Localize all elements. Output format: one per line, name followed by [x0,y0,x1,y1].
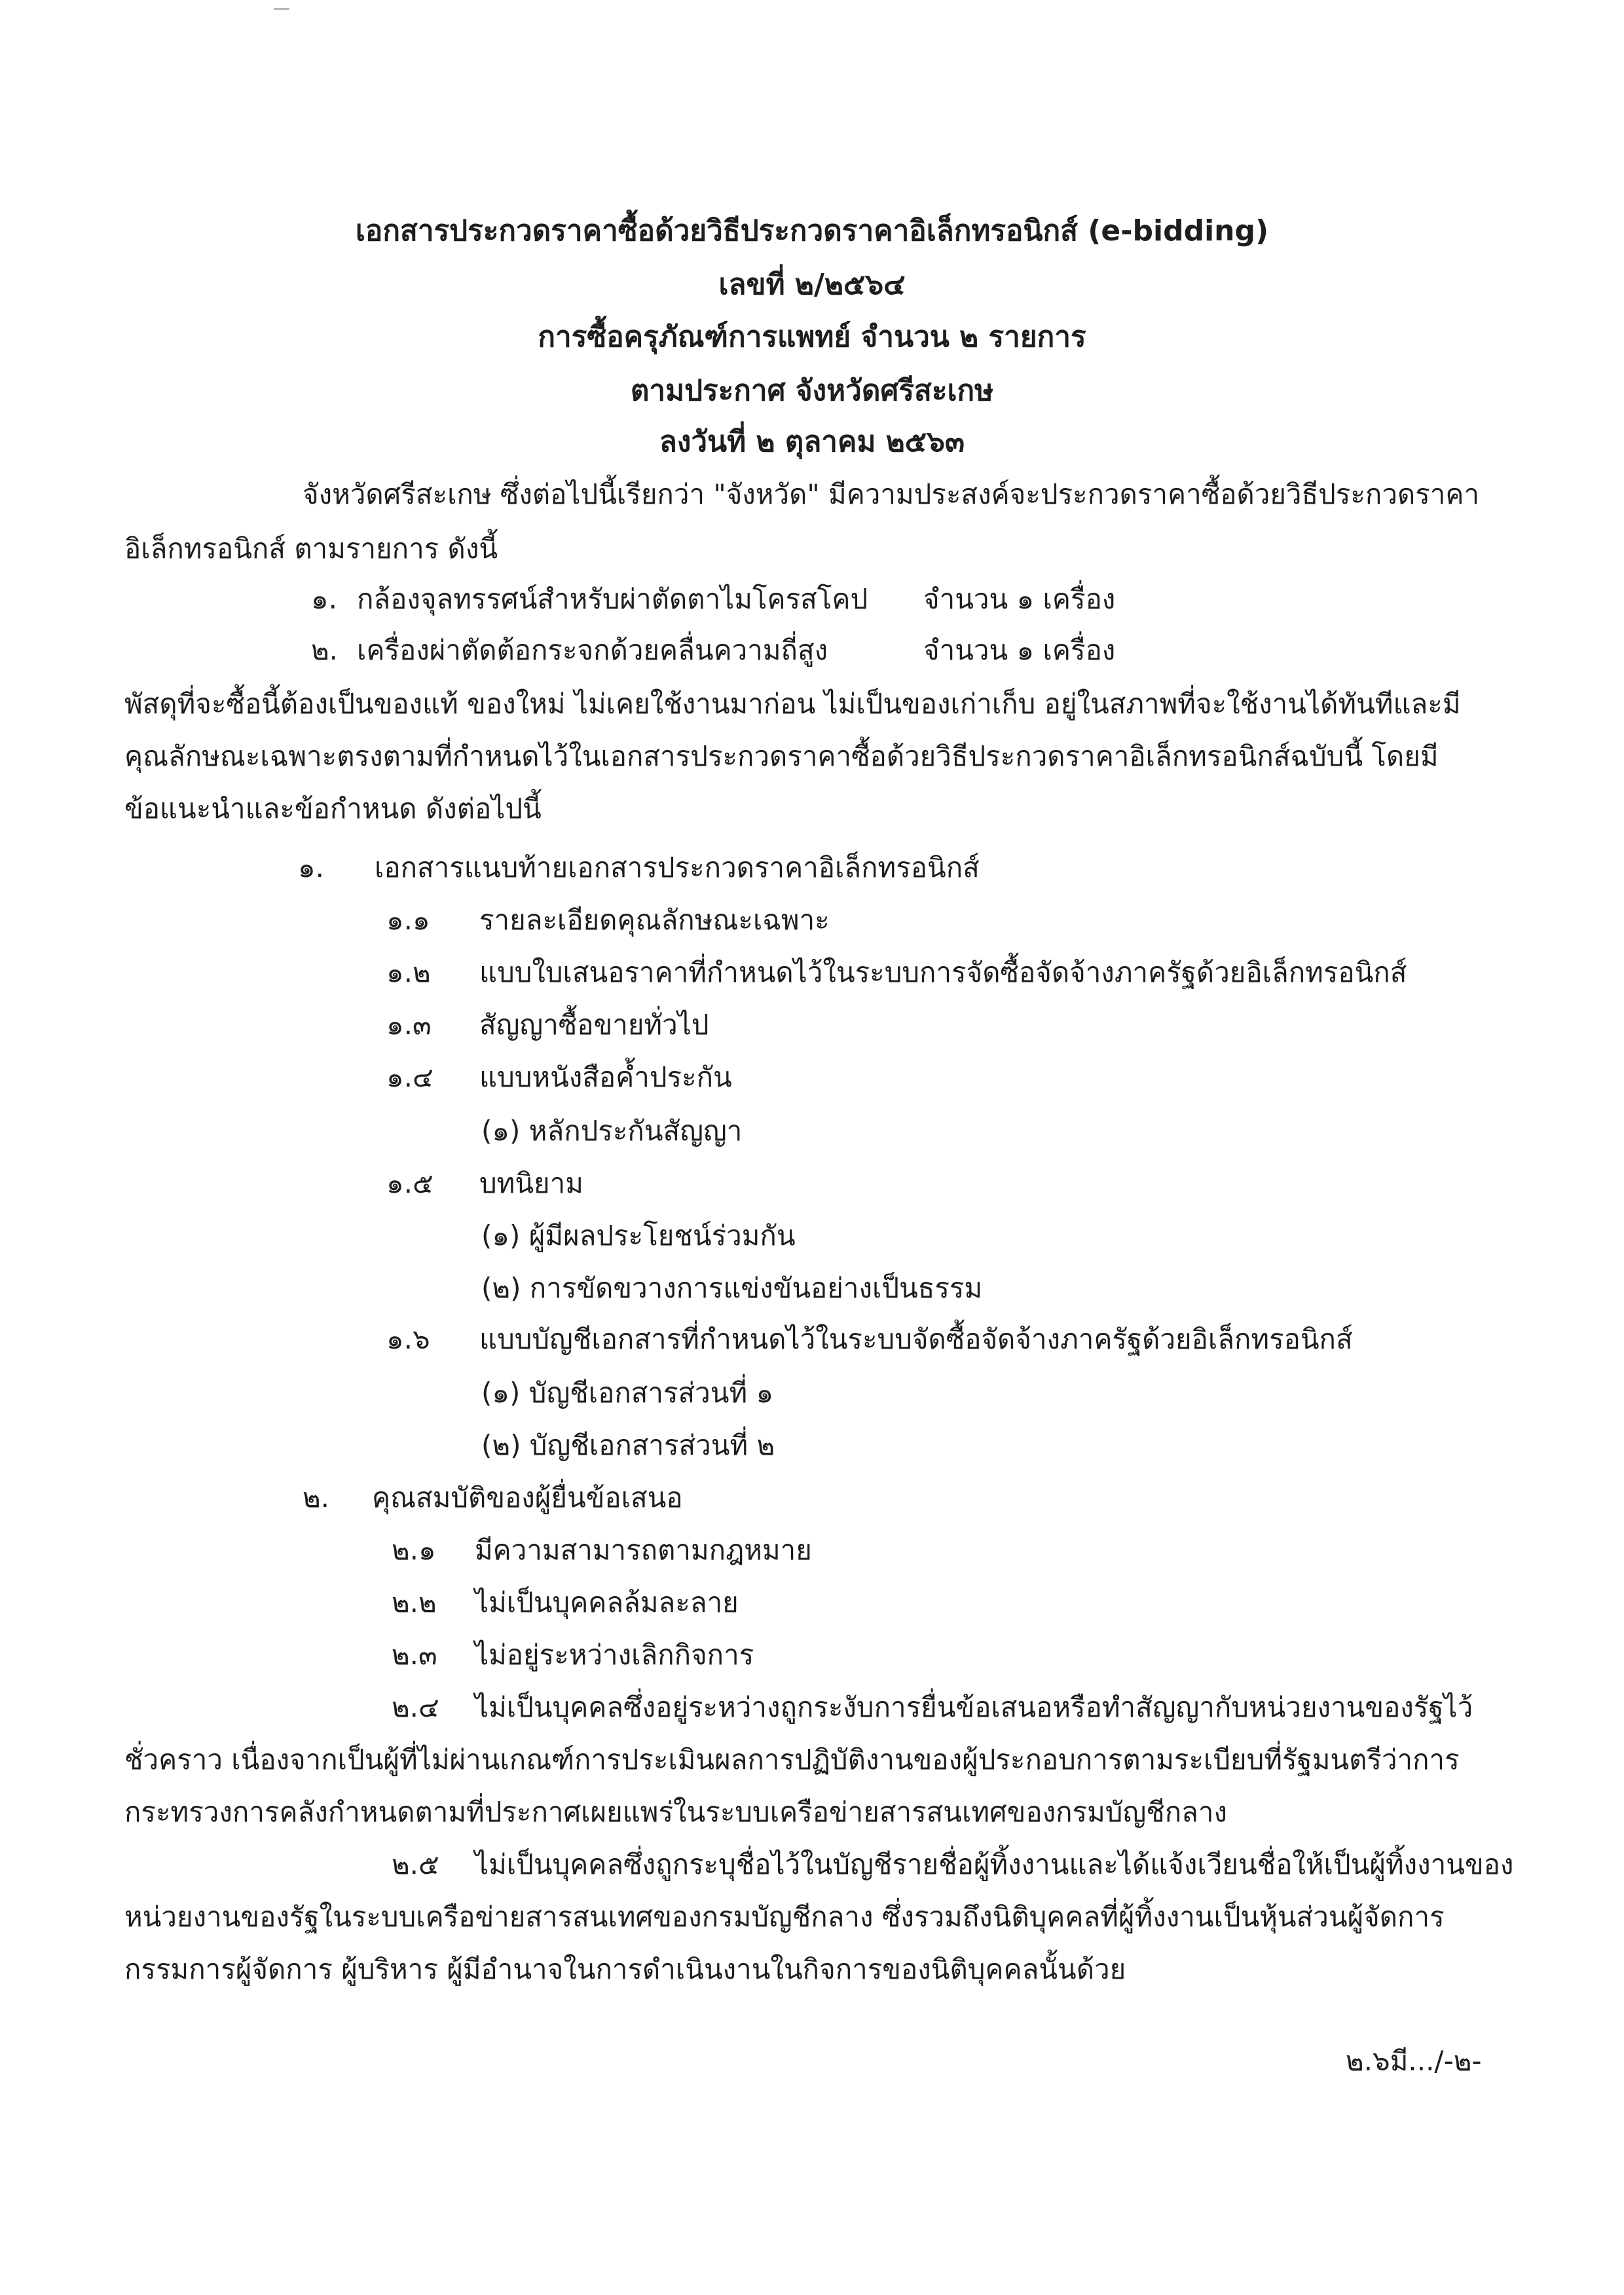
clause-2-4-number: ๒.๔ [392,1691,439,1723]
document-title: เอกสารประกวดราคาซื้อด้วยวิธีประกวดราคาอิเล็กทรอนิกส์ (e-bidding) [355,214,1269,248]
goods-paragraph-line-3: ข้อแนะนำและข้อกำหนด ดังต่อไปนี้ [124,793,542,825]
clause-1-5-number: ๑.๕ [386,1167,434,1199]
clause-2-2-number: ๒.๒ [392,1586,437,1618]
announcement-date: ลงวันที่ ๒ ตุลาคม ๒๕๖๓ [659,425,965,458]
item-1-name: กล้องจุลทรรศน์สำหรับผ่าตัดตาไมโครสโคป [357,583,868,615]
clause-1-6-text: แบบบัญชีเอกสารที่กำหนดไว้ในระบบจัดซื้อจัดจ้างภาครัฐด้วยอิเล็กทรอนิกส์ [479,1323,1353,1355]
clause-1-3-text: สัญญาซื้อขายทั่วไป [479,1009,709,1041]
clause-2-1-number: ๒.๑ [392,1534,436,1566]
section-1-number: ๑. [298,851,325,884]
item-2-quantity: จำนวน ๑ เครื่อง [923,634,1116,666]
scan-artifact [274,8,289,10]
page-continuation-marker: ๒.๖มี.../-๒- [1346,2045,1482,2077]
clause-2-4-line-1: ไม่เป็นบุคคลซึ่งอยู่ระหว่างถูกระงับการยื่นข้อเสนอหรือทำสัญญากับหน่วยงานของรัฐไว้ [475,1691,1473,1723]
clause-1-3-number: ๑.๓ [386,1009,432,1041]
clause-2-2-text: ไม่เป็นบุคคลล้มละลาย [475,1586,739,1618]
clause-1-4-text: แบบหนังสือค้ำประกัน [479,1061,732,1093]
clause-2-4-line-3: กระทรวงการคลังกำหนดตามที่ประกาศเผยแพร่ในระบบเครือข่ายสารสนเทศของกรมบัญชีกลาง [124,1796,1227,1828]
clause-2-5-line-2: หน่วยงานของรัฐในระบบเครือข่ายสารสนเทศของกรมบัญชีกลาง ซึ่งรวมถึงนิติบุคคลที่ผู้ทิ้งงานเป็นหุ้นส่วนผู้จัดการ [124,1901,1445,1933]
clause-1-2-number: ๑.๒ [386,956,431,988]
clause-1-6-sub-1: (๑) บัญชีเอกสารส่วนที่ ๑ [481,1377,774,1409]
item-2-name: เครื่องผ่าตัดต้อกระจกด้วยคลื่นความถี่สูง [357,634,828,666]
clause-1-2-text: แบบใบเสนอราคาที่กำหนดไว้ในระบบการจัดซื้อจัดจ้างภาครัฐด้วยอิเล็กทรอนิกส์ [479,956,1407,988]
clause-1-6-number: ๑.๖ [386,1323,430,1355]
clause-2-5-line-1: ไม่เป็นบุคคลซึ่งถูกระบุชื่อไว้ในบัญชีรายชื่อผู้ทิ้งงานและได้แจ้งเวียนชื่อให้เป็นผู้ทิ้งงานของ [475,1848,1514,1880]
section-2-title: คุณสมบัติของผู้ยื่นข้อเสนอ [372,1482,683,1514]
section-1-title: เอกสารแนบท้ายเอกสารประกวดราคาอิเล็กทรอนิกส์ [375,851,980,884]
clause-1-4-number: ๑.๔ [386,1061,434,1093]
clause-2-3-number: ๒.๓ [392,1639,437,1671]
item-2-number: ๒. [311,634,339,666]
section-2-number: ๒. [303,1482,330,1514]
clause-1-5-text: บทนิยาม [479,1167,583,1199]
clause-1-5-sub-2: (๒) การขัดขวางการแข่งขันอย่างเป็นธรรม [481,1272,983,1304]
clause-1-1-text: รายละเอียดคุณลักษณะเฉพาะ [479,904,830,936]
clause-2-5-number: ๒.๕ [392,1848,439,1880]
clause-1-4-sub-1: (๑) หลักประกันสัญญา [481,1115,743,1147]
document-subject: การซื้อครุภัณฑ์การแพทย์ จำนวน ๒ รายการ [538,320,1086,354]
announcement-reference: ตามประกาศ จังหวัดศรีสะเกษ [630,374,994,407]
intro-line-1: จังหวัดศรีสะเกษ ซึ่งต่อไปนี้เรียกว่า "จังหวัด" มีความประสงค์จะประกวดราคาซื้อด้วยวิธีประกวดราคา [303,478,1480,510]
item-1-number: ๑. [311,583,338,615]
clause-2-1-text: มีความสามารถตามกฎหมาย [475,1534,812,1566]
clause-2-5-line-3: กรรมการผู้จัดการ ผู้บริหาร ผู้มีอำนาจในการดำเนินงานในกิจการของนิติบุคคลนั้นด้วย [124,1953,1126,1985]
intro-line-2: อิเล็กทรอนิกส์ ตามรายการ ดังนี้ [124,532,498,565]
item-1-quantity: จำนวน ๑ เครื่อง [923,583,1116,615]
clause-2-4-line-2: ชั่วคราว เนื่องจากเป็นผู้ที่ไม่ผ่านเกณฑ์การประเมินผลการปฏิบัติงานของผู้ประกอบการตามระเบียบที่รัฐมนตรีว่าการ [124,1744,1460,1776]
clause-1-1-number: ๑.๑ [386,904,430,936]
clause-1-5-sub-1: (๑) ผู้มีผลประโยชน์ร่วมกัน [481,1220,796,1252]
clause-2-3-text: ไม่อยู่ระหว่างเลิกกิจการ [475,1639,754,1671]
clause-1-6-sub-2: (๒) บัญชีเอกสารส่วนที่ ๒ [481,1429,775,1461]
goods-paragraph-line-2: คุณลักษณะเฉพาะตรงตามที่กำหนดไว้ในเอกสารประกวดราคาซื้อด้วยวิธีประกวดราคาอิเล็กทรอนิกส์ฉบับนี้ โดยมี [124,740,1439,772]
document-number: เลขที่ ๒/๒๕๖๔ [718,268,906,301]
goods-paragraph-line-1: พัสดุที่จะซื้อนี้ต้องเป็นของแท้ ของใหม่ ไม่เคยใช้งานมาก่อน ไม่เป็นของเก่าเก็บ อยู่ในสภาพที่จะใช้งานได้ทันทีและมี [124,688,1461,720]
